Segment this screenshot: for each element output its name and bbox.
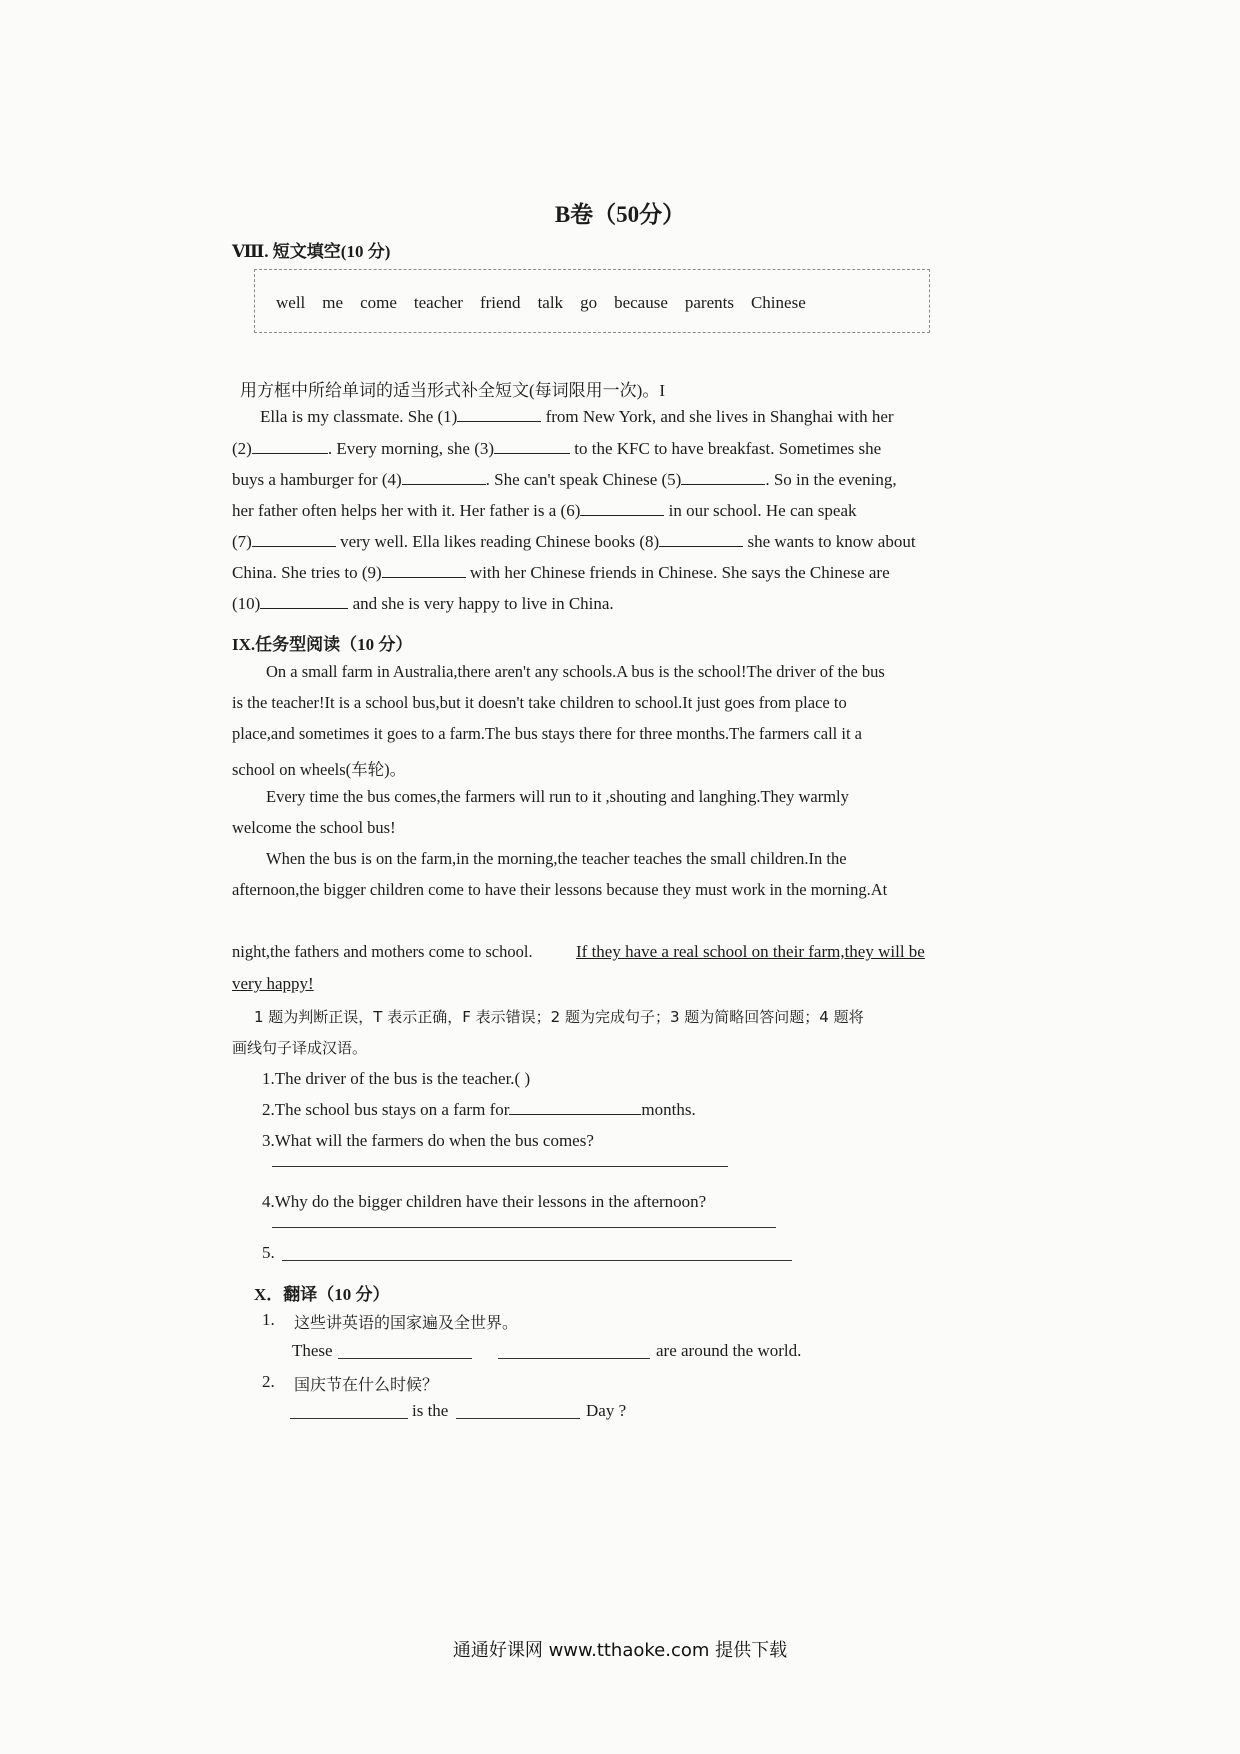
cloze-text: China. She tries to (9) [232,563,382,582]
cloze-text: she wants to know about [743,532,916,551]
section-8-instruction: 用方框中所给单词的适当形式补全短文(每词限用一次)。I [240,381,665,400]
cloze-text: to the KFC to have breakfast. Sometimes she [570,439,882,458]
translate-q2-chinese: 国庆节在什么时候？ [294,1375,439,1394]
question-1: 1.The driver of the bus is the teacher.( ) [262,1069,531,1088]
section-10-heading: X．翻译（10 分） [254,1285,390,1304]
translate-q2-blank-2[interactable] [456,1418,580,1419]
cloze-blank[interactable] [252,532,336,547]
word-option: well [276,293,306,312]
word-option: go [580,293,598,312]
cloze-text: . She can't speak Chinese (5) [485,470,682,489]
translate-q1-these: These [292,1341,333,1360]
section-8-heading: Ⅷ. 短文填空(10 分) [232,242,391,261]
question-2 [262,1100,696,1120]
passage-line: Every time the bus comes,the farmers will run to it ,shouting and langhing.They warmly [266,787,849,806]
translate-q1-chinese: 这些讲英语的国家遍及全世界。 [294,1313,519,1332]
cloze-line [260,407,894,427]
cloze-line [232,470,897,490]
passage-line: afternoon,the bigger children come to have their lessons because they must work in the morning.At [232,880,888,899]
cloze-blank[interactable] [402,470,486,485]
translate-q2-ending: Day ? [586,1401,627,1420]
question-2-text-b: months. [641,1100,696,1119]
passage-line: On a small farm in Australia,there aren't any schools.A bus is the school!The driver of the bus [266,662,885,681]
cloze-text: with her Chinese friends in Chinese. She says the Chinese are [465,563,890,582]
word-list [276,293,823,313]
word-option: me [322,293,344,312]
answer-line-5[interactable] [282,1260,792,1261]
passage-line: When the bus is on the farm,in the morning,the teacher teaches the small children.In the [266,849,847,868]
cloze-line [232,532,916,552]
translate-q2-blank-1[interactable] [290,1418,408,1419]
passage-line: school on wheels(车轮)。 [232,760,407,779]
section-9-heading: IX.任务型阅读（10 分） [232,635,413,654]
cloze-blank[interactable] [382,563,466,578]
passage-line: night,the fathers and mothers come to school. [232,942,533,961]
question-2-text-a: 2.The school bus stays on a farm for [262,1100,510,1119]
cloze-text: her father often helps her with it. Her father is a (6) [232,501,581,520]
word-option: teacher [413,293,463,312]
passage-line: place,and sometimes it goes to a farm.The bus stays there for three months.The farmers call it a [232,724,862,743]
cloze-text: (7) [232,532,252,551]
question-3: 3.What will the farmers do when the bus comes? [262,1131,594,1150]
cloze-blank[interactable] [252,439,328,454]
word-option: parents [684,293,734,312]
translate-q1-ending: are around the world. [656,1341,802,1360]
answer-line-3[interactable] [272,1166,728,1167]
cloze-line [232,594,614,614]
cloze-text: . So in the evening, [765,470,897,489]
question-4: 4.Why do the bigger children have their lessons in the afternoon? [262,1192,707,1211]
cloze-text: Ella is my classmate. She (1) [260,407,458,426]
question-5-label: 5. [262,1243,275,1262]
cloze-line [232,501,857,521]
cloze-text: and she is very happy to live in China. [348,594,614,613]
answer-blank[interactable] [509,1100,641,1115]
cloze-text: (10) [232,594,261,613]
section-9-instruction-1: 1 题为判断正误，T 表示正确，F 表示错误；2 题为完成句子；3 题为简略回答问题；4 题将 [254,1008,864,1026]
cloze-blank[interactable] [580,501,664,516]
page-title: B卷（50分） [554,202,686,227]
passage-line: welcome the school bus! [232,818,396,837]
cloze-text: very well. Ella likes reading Chinese books (8) [335,532,660,551]
translate-q2-middle: is the [412,1401,449,1420]
footer-credit: 通通好课网 www.tthaoke.com 提供下载 [452,1640,788,1661]
word-option: friend [479,293,521,312]
cloze-blank[interactable] [681,470,765,485]
translate-q2-number: 2. [262,1372,275,1391]
cloze-text: . Every morning, she (3) [327,439,495,458]
translate-q1-blank-1[interactable] [338,1358,472,1359]
cloze-blank[interactable] [260,594,348,609]
word-option: Chinese [750,293,806,312]
cloze-text: buys a hamburger for (4) [232,470,402,489]
translate-q1-number: 1. [262,1310,275,1329]
passage-line: is the teacher!It is a school bus,but it doesn't take children to school.It just goes from place to [232,693,847,712]
answer-line-4[interactable] [272,1227,776,1228]
word-option: come [360,293,397,312]
cloze-blank[interactable] [457,407,541,422]
cloze-line [232,563,890,583]
cloze-blank[interactable] [494,439,570,454]
cloze-text: in our school. He can speak [664,501,857,520]
cloze-text: (2) [232,439,252,458]
word-option: talk [537,293,564,312]
word-option: because [614,293,668,312]
underlined-sentence-part-1: If they have a real school on their farm,they will be [576,942,925,961]
translate-q1-blank-2[interactable] [498,1358,650,1359]
underlined-sentence-part-2: very happy! [232,974,314,993]
section-9-instruction-2: 画线句子译成汉语。 [232,1039,368,1057]
cloze-line [232,439,881,459]
cloze-text: from New York, and she lives in Shanghai with her [541,407,894,426]
cloze-blank[interactable] [659,532,743,547]
